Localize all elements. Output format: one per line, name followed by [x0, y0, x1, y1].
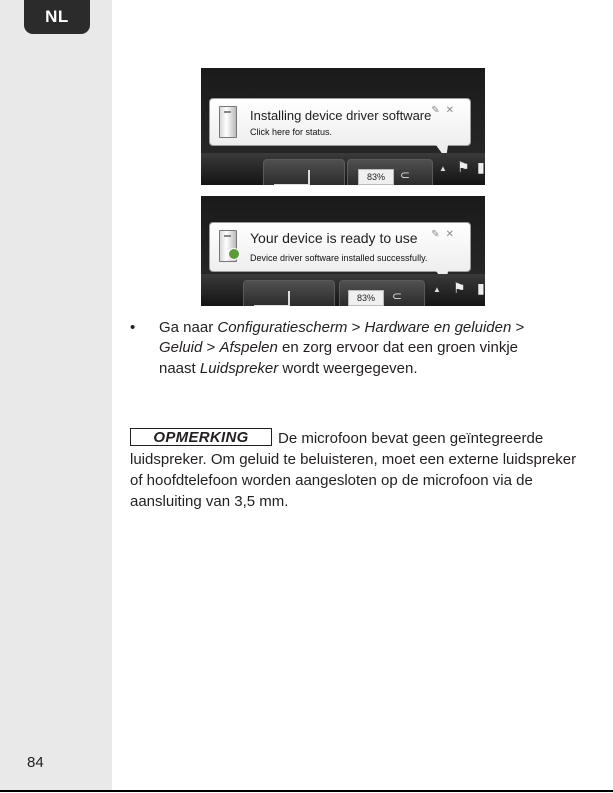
text-segment: en zorg ervoor dat een groen vinkje naast	[159, 339, 518, 377]
balloon-subtitle: Device driver software installed successfully.	[250, 253, 428, 263]
menu-path-control-panel: Configuratiescherm	[217, 319, 348, 336]
speaker-term: Luidspreker	[199, 359, 279, 377]
battery-indicator: 83%	[348, 290, 384, 306]
text-segment: >	[511, 319, 525, 336]
power-plug-icon: ⊂	[400, 168, 411, 182]
menu-path-playback: Afspelen	[219, 339, 278, 357]
language-tab: NL	[24, 0, 90, 34]
device-tray-icon: ⚑	[457, 159, 470, 175]
battery-tray-group	[339, 280, 425, 306]
menu-path-sound: Geluid	[159, 339, 203, 357]
page-sidebar	[0, 0, 112, 791]
instruction-text	[159, 318, 549, 379]
text-segment: >	[202, 339, 220, 357]
text-segment: wordt weergegeven.	[278, 359, 418, 377]
balloon-close-icon: ✎✕	[431, 105, 460, 116]
taskbar	[201, 274, 485, 306]
success-check-icon	[228, 248, 240, 260]
balloon-close-icon: ✎✕	[431, 229, 460, 240]
device-drive-icon	[219, 106, 237, 138]
action-center-icon: ▮	[477, 280, 485, 296]
page-number: 84	[27, 754, 44, 771]
network-tray-group	[263, 159, 345, 185]
balloon-title: Installing device driver software	[250, 108, 432, 123]
notification-balloon	[209, 222, 471, 272]
text-segment: >	[347, 319, 365, 336]
power-plug-icon: ⊂	[392, 289, 403, 303]
screenshot-device-ready	[201, 196, 485, 306]
show-hidden-icons-icon: ▲	[433, 285, 441, 294]
signal-icon	[254, 291, 290, 306]
network-tray-group	[243, 280, 335, 306]
screenshot-installing-driver	[201, 68, 485, 185]
notification-balloon	[209, 98, 471, 146]
signal-icon	[274, 170, 310, 185]
note-paragraph	[130, 428, 590, 512]
page-bottom-rule	[0, 790, 613, 792]
note-label: OPMERKING	[130, 428, 272, 446]
action-center-icon: ▮	[477, 159, 485, 175]
text-segment: Ga naar	[159, 319, 218, 336]
taskbar	[201, 153, 485, 185]
device-tray-icon: ⚑	[453, 280, 466, 296]
balloon-title: Your device is ready to use	[250, 230, 418, 246]
bullet-marker: •	[130, 319, 136, 336]
menu-path-hardware-sound: Hardware en geluiden	[364, 319, 512, 336]
battery-indicator: 83%	[358, 169, 394, 185]
balloon-subtitle: Click here for status.	[250, 127, 333, 137]
battery-tray-group	[347, 159, 433, 185]
note-text: De microfoon bevat geen geïntegreerde luidspreker. Om geluid te beluisteren, moet een externe luidspreker of hoofdtelefoon worden aangesloten op de microfoon via de aansluiting van 3,5 mm.	[130, 430, 577, 510]
show-hidden-icons-icon: ▲	[439, 164, 447, 173]
